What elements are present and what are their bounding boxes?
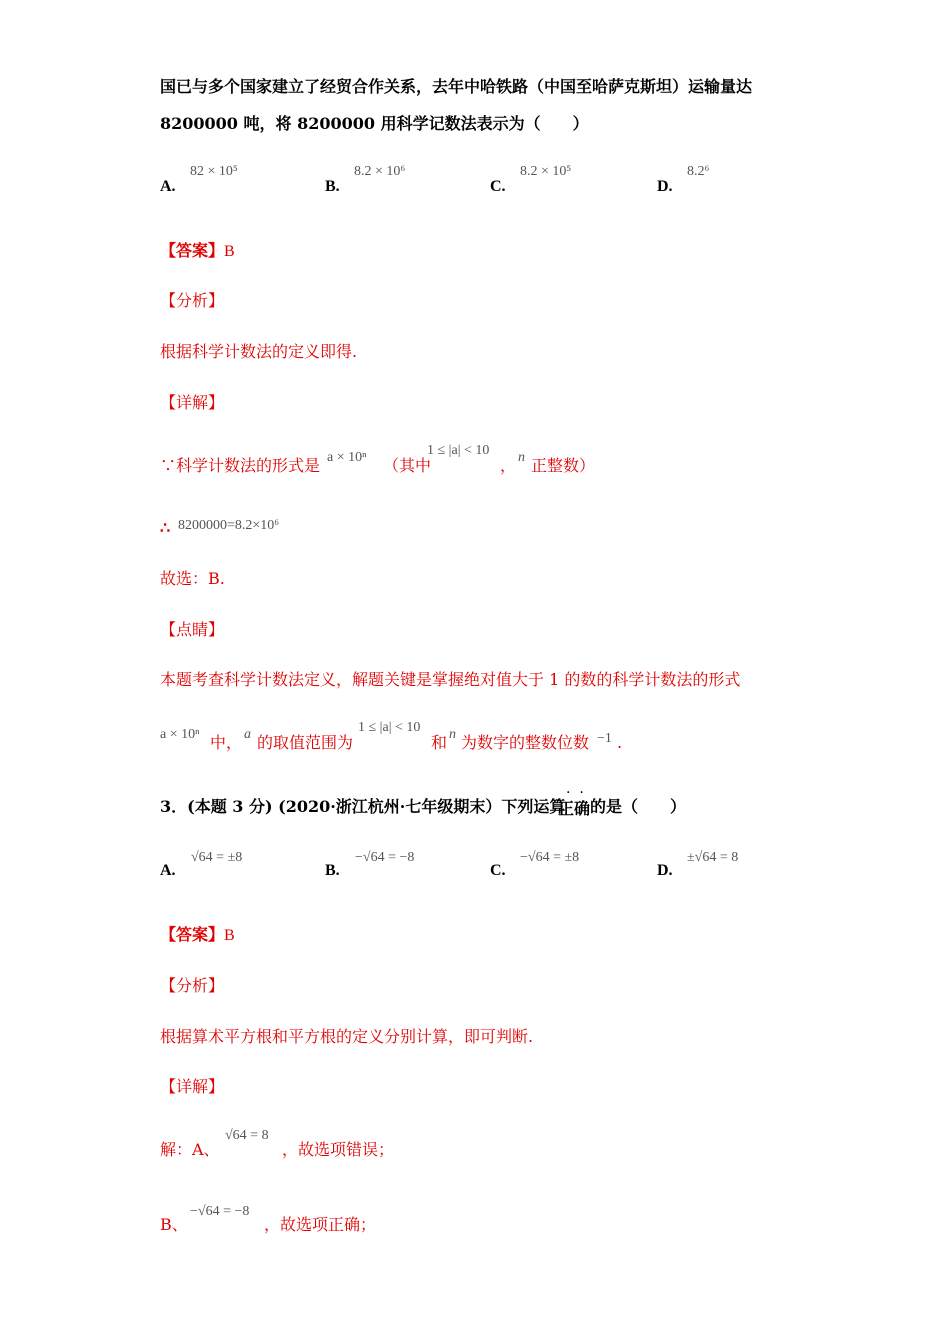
q2-option-b-label: B. [325, 178, 340, 195]
answer-tag: 【答案】 [160, 925, 225, 944]
q2-option-d-expr: 8.2⁶ [687, 164, 710, 179]
point2-text-c: 和 [431, 733, 448, 752]
point2-text-b: 的取值范围为 [257, 733, 354, 752]
q2-conclusion: 故选：B. [160, 569, 225, 588]
point2-text-e: . [617, 733, 623, 752]
q3-option-c-label: C. [490, 862, 506, 879]
detail1-math-form: a × 10ⁿ [327, 450, 367, 465]
answer-value: B [224, 243, 235, 260]
q2-option-a-label: A. [160, 178, 176, 195]
sol-b-post: ，故选项正确； [264, 1215, 377, 1234]
sol-a-math: √64 = 8 [225, 1128, 269, 1143]
q3-analysis-text: 根据算术平方根和平方根的定义分别计算，即可判断. [160, 1027, 534, 1046]
q3-detail-tag: 【详解】 [160, 1077, 225, 1096]
sol-a-pre: 解：A、 [160, 1140, 220, 1159]
q2-stem-line2: 8200000 吨，将 8200000 用科学记数法表示为（ ） [160, 114, 589, 133]
q3-analysis-tag: 【分析】 [160, 976, 225, 995]
point2-math-form: a × 10ⁿ [160, 727, 200, 742]
point2-text-d: 为数字的整数位数 [461, 733, 590, 752]
q3-option-d-expr: ±√64 = 8 [687, 850, 739, 865]
q3-stem-b: 的是（ ） [590, 797, 687, 816]
q2-option-c-label: C. [490, 178, 506, 195]
q2-answer [160, 241, 235, 262]
q3-option-a-label: A. [160, 862, 176, 879]
q3-option-b-label: B. [325, 862, 340, 879]
q3-stem-emphasis: 正确 [558, 799, 591, 818]
q2-point-line1: 本题考查科学计数法定义，解题关键是掌握绝对值大于 1 的数的科学计数法的形式 [160, 670, 741, 689]
therefore-symbol: ∴ [160, 518, 171, 537]
sol-b-math: −√64 = −8 [190, 1204, 250, 1219]
q3-option-d-label: D. [657, 862, 673, 879]
q2-option-c-expr: 8.2 × 10⁵ [520, 164, 572, 179]
point2-math-a: a [244, 727, 251, 742]
detail2-math: 8200000=8.2×10⁶ [178, 518, 280, 533]
detail1-text-c: ， [500, 456, 517, 475]
detail1-math-range: 1 ≤ |a| < 10 [427, 443, 490, 458]
q2-detail-tag: 【详解】 [160, 393, 225, 412]
q2-analysis-tag: 【分析】 [160, 291, 225, 310]
q3-answer [160, 925, 235, 946]
q2-stem-line1: 国已与多个国家建立了经贸合作关系，去年中哈铁路（中国至哈萨克斯坦）运输量达 [160, 77, 753, 96]
q2-option-a-expr: 82 × 10⁵ [190, 164, 238, 179]
answer-value: B [224, 927, 235, 944]
detail1-text-b: （其中 [383, 456, 432, 475]
emphasis-dots: · · [566, 785, 584, 801]
q3-option-c-expr: −√64 = ±8 [520, 850, 580, 865]
sol-a-post: ，故选项错误； [282, 1140, 395, 1159]
detail1-text-d: 正整数） [531, 456, 596, 475]
q3-option-b-expr: −√64 = −8 [355, 850, 415, 865]
q2-option-b-expr: 8.2 × 10⁶ [354, 164, 406, 179]
detail1-text-a: ∵科学计数法的形式是 [160, 456, 321, 475]
q3-stem-a: 3．(本题 3 分) (2020·浙江杭州·七年级期末）下列运算 [160, 797, 566, 816]
answer-tag: 【答案】 [160, 241, 225, 260]
detail1-math-n: n [518, 450, 525, 465]
point2-math-minus1: −1 [597, 731, 612, 746]
q2-option-d-label: D. [657, 178, 673, 195]
point2-math-n: n [449, 727, 456, 742]
q2-analysis-text: 根据科学计数法的定义即得. [160, 342, 358, 361]
sol-b-pre: B、 [160, 1215, 188, 1234]
q3-option-a-expr: √64 = ±8 [191, 850, 243, 865]
point2-math-range: 1 ≤ |a| < 10 [358, 720, 421, 735]
point2-text-a: 中， [210, 733, 243, 752]
q2-point-tag: 【点睛】 [160, 620, 225, 639]
